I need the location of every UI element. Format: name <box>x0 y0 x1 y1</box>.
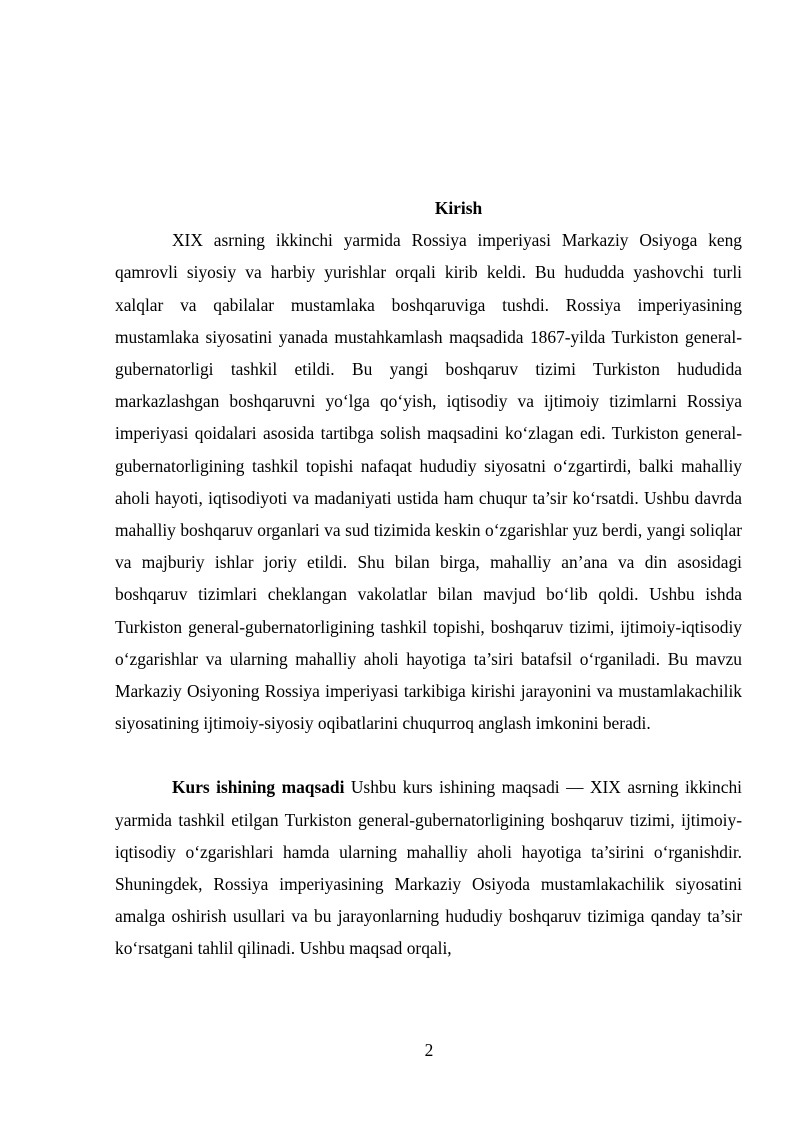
goal-label: Kurs ishining maqsadi <box>172 777 345 798</box>
page-number: 2 <box>424 1040 434 1060</box>
goal-text: Ushbu kurs ishining maqsadi — XIX asrning ikkinchi yarmida tashkil etilgan Turkiston general-gubernatorligining boshqaruv tizimi, ijtimoiy-iqtisodiy o‘zgarishlari hamda ularning mahalliy aholi hayotiga ta’sirini o‘rganishdir. Shuningdek, Rossiya imperiyasining Markaziy Osiyoda mustamlakachilik siyosatini amalga oshirish usullari va bu jarayonlarning hududiy boshqaruv tizimiga qanday ta’sir ko‘rsatgani tahlil qilinadi. Ushbu maqsad orqali, <box>115 777 742 959</box>
goal-paragraph <box>115 771 742 964</box>
page-content <box>115 192 742 965</box>
paragraph-gap <box>115 739 742 771</box>
intro-paragraph: XIX asrning ikkinchi yarmida Rossiya imperiyasi Markaziy Osiyoga keng qamrovli siyosiy va harbiy yurishlar orqali kirib keldi. Bu hududda yashovchi turli xalqlar va qabilalar mustamlaka boshqaruviga tushdi. Rossiya imperiyasining mustamlaka siyosatini yanada mustahkamlash maqsadida 1867-yilda Turkiston general-gubernatorligi tashkil etildi. Bu yangi boshqaruv tizimi Turkiston hududida markazlashgan boshqaruvni yo‘lga qo‘yish, iqtisodiy va ijtimoiy tizimlarni Rossiya imperiyasi qoidalari asosida tartibga solish maqsadini ko‘zlagan edi. Turkiston general-gubernatorligining tashkil topishi nafaqat hududiy siyosatni o‘zgartirdi, balki mahalliy aholi hayoti, iqtisodiyoti va madaniyati ustida ham chuqur ta’sir ko‘rsatdi. Ushbu davrda mahalliy boshqaruv organlari va sud tizimida keskin o‘zgarishlar yuz berdi, yangi soliqlar va majburiy ishlar joriy etildi. Shu bilan birga, mahalliy an’ana va din asosidagi boshqaruv tizimlari cheklangan vakolatlar bilan mavjud bo‘lib qoldi. Ushbu ishda Turkiston general-gubernatorligining tashkil topishi, boshqaruv tizimi, ijtimoiy-iqtisodiy o‘zgarishlar va ularning mahalliy aholi hayotiga ta’siri batafsil o‘rganiladi. Bu mavzu Markaziy Osiyoning Rossiya imperiyasi tarkibiga kirishi jarayonini va mustamlakachilik siyosatining ijtimoiy-siyosiy oqibatlarini chuqurroq anglash imkonini beradi. <box>115 230 742 734</box>
section-heading: Kirish <box>434 198 483 218</box>
